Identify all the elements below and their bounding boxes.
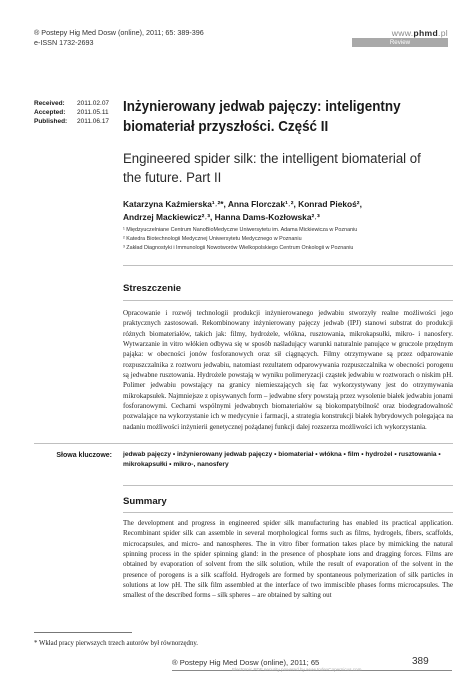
- page-number: 389: [412, 656, 429, 667]
- article-type-badge: Review: [352, 38, 448, 47]
- streszczenie-text: Opracowanie i rozwój technologii produkcji inżynierowanego jedwabiu stworzyły realne możliwości jego praktycznych zastosowań. Rekombinowany inżynierowany pajęczy jedwab (IPJ) stanowi substrat do produkcji różnych biomateriałów, takich jak: filmy, hydrożele, włókna, rusztowania, mikrokapsułki, mikro- i nanosfery. Wytwarzanie in vitro włókien odbywa się w sposób naśladujący warunki naturalnie panujące w gruczole przędnym pająka: w obecności jonów fosforanowych oraz sił ciągnących. Filmy otrzymywane są przez odparowanie rozpuszczalnika z roztworu jedwabiu, natomiast rezultatem odparowywania rozpuszczalnika w obecności porogenu są jedwabne rusztowania. Hydrożele powstają w wyniku polimeryzacji cząstek jedwabiu w roztworach o niskim pH. Polimer jedwabiu powstający na granicy niemieszających się faz wykorzystywany jest do otrzymywania mikrokapsułek. Najmniejsze z opisywanych form – jedwabne sfery powstają przez wysolenie białek jedwabiu jonami fosforanowymi. Cechami wspólnymi jedwabnych biomateriałów są biokompatybilność oraz biodegradowalność pozwalające na wykorzystanie ich w medycynie i farmacji, a strategia konstrukcji białek hybrydowych polegająca na nadaniu możliwości inżynierii genetycznej pożądanej funkcji dalej rozszerza możliwości ich wykorzystania.: [123, 309, 453, 431]
- journal-website[interactable]: www.phmd.pl: [391, 28, 448, 38]
- article-dates: [34, 99, 109, 127]
- streszczenie-heading: Streszczenie: [123, 283, 182, 294]
- footnote: * Wkład pracy pierwszych trzech autorów był równorzędny.: [34, 640, 199, 647]
- date-accepted: Accepted: 2011.05.11: [34, 109, 109, 117]
- footnote-rule: [34, 632, 132, 633]
- keywords-list: jedwab pajęczy • inżynierowany jedwab pajęczy • biomateriał • włókna • film • hydrożel • rusztowania • mikrokapsułki • mikro-, nanosfery: [123, 451, 441, 469]
- authors-line-2: Andrzej Mackiewicz²˒³, Hanna Dams-Kozłowska²˒³: [123, 211, 320, 222]
- date-published: Published: 2011.06.17: [34, 118, 110, 126]
- footer-citation: ® Postepy Hig Med Dosw (online), 2011; 65: [172, 658, 320, 667]
- streszczenie-rule: [123, 300, 453, 301]
- title-english: Engineered spider silk: the intelligent biomaterial of the future. Part II: [123, 151, 421, 186]
- authors: [123, 198, 423, 223]
- authors-line-1: Katarzyna Kaźmierska¹˒²*, Anna Florczak¹˒², Konrad Piekoś²,: [123, 199, 362, 209]
- affiliation-1: ¹ Międzyuczelniane Centrum NanoBioMedyczne Uniwersytetu im. Adama Mickiewicza w Poznaniu: [123, 227, 358, 233]
- summary-rule: [123, 512, 453, 513]
- journal-citation: ® Postepy Hig Med Dosw (online), 2011; 65: 389-396: [34, 28, 204, 37]
- summary-heading: Summary: [123, 496, 167, 507]
- title-polish: Inżynierowany jedwab pajęczy: inteligentny biomateriał przyszłości. Część II: [123, 99, 401, 135]
- summary-text: The development and progress in engineered spider silk manufacturing has enabled its practical application. Recombinant spider silk can assemble in several morphological forms such as films, hydrogels, fibers, scaffolds, microcapsules, and micro- and nanospheres. The in vitro fiber formation takes place by mimicking the natural spinning process in the spider spinning gland: in the presence of phosphate ions and dragging forces. Films are obtained by evaporation of solvent from the silk solution, while the result of evaporation of the solvent in the presence of porogens is a silk scaffold. Hydrogels are formed by spontaneous polymerization of silk particles in solutions at low pH. The silk film assembled at the interface of two immiscible phases forms microcapsules. The smallest of the described forms – silk spheres – are obtained by salting out: [123, 519, 453, 600]
- affiliation-2: ² Katedra Biotechnologii Medycznej Uniwersytetu Medycznego w Poznaniu: [123, 235, 302, 242]
- divider-top: [123, 265, 453, 266]
- affiliations: [123, 226, 453, 253]
- keywords-divider: [34, 443, 453, 444]
- affiliation-3: ³ Zakład Diagnostyki i Immunologii Nowotworów Wielkopolskiego Centrum Onkologii w Poznaniu: [123, 244, 354, 251]
- date-received: Received: 2011.02.07: [34, 100, 110, 107]
- keywords-label: Słowa kluczowe:: [56, 452, 112, 459]
- issn: e-ISSN 1732-2693: [34, 38, 94, 47]
- summary-divider-top: [123, 485, 453, 486]
- watermark: Electronic PDF security powered by www.IndexCopernicus.com: [232, 667, 362, 672]
